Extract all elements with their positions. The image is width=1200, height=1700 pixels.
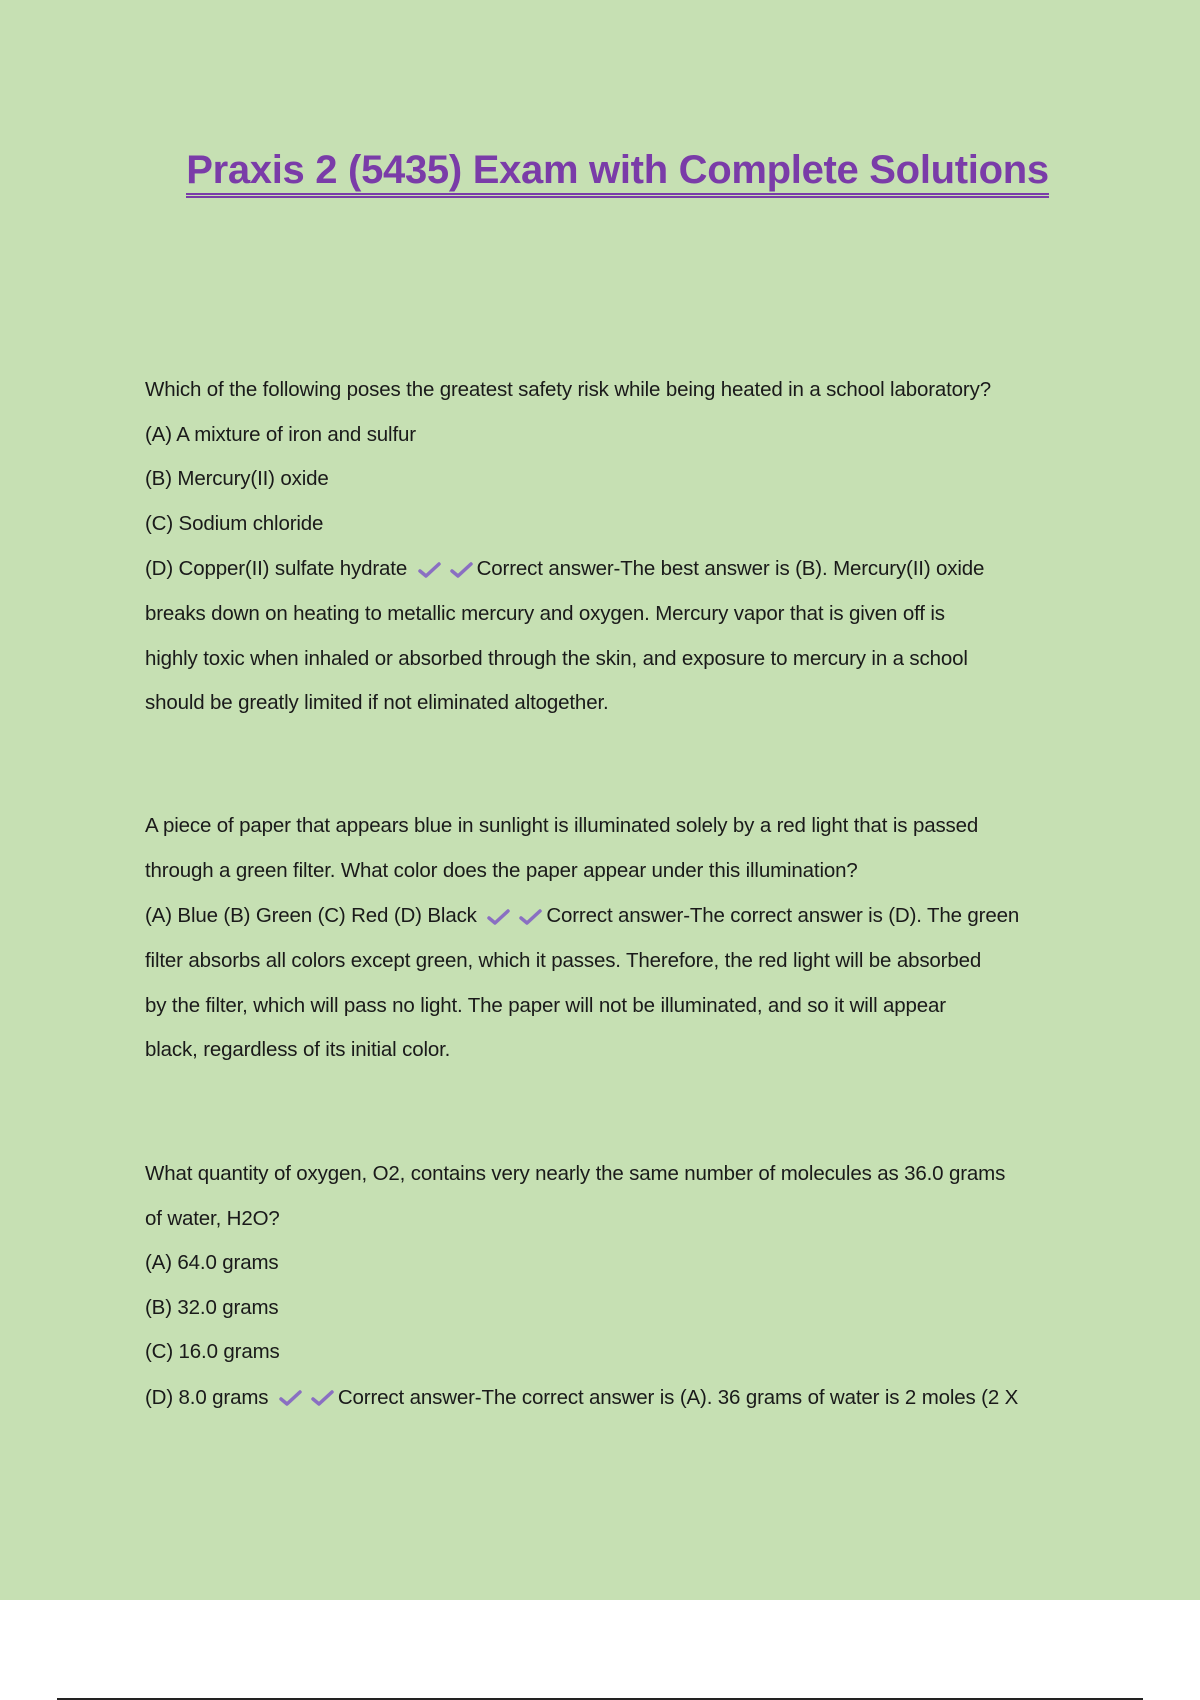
check-icon bbox=[449, 560, 475, 580]
explanation-line: highly toxic when inhaled or absorbed through the skin, and exposure to mercury in a school bbox=[145, 646, 968, 670]
question-block-1 bbox=[145, 368, 1095, 726]
question-text: of water, H2O? bbox=[145, 1206, 280, 1230]
option-d: (D) 8.0 grams bbox=[145, 1385, 269, 1409]
check-icon bbox=[310, 1388, 336, 1408]
question-text: A piece of paper that appears blue in sunlight is illuminated solely by a red light that is passed bbox=[145, 814, 979, 837]
question-text: Which of the following poses the greatest safety risk while being heated in a school laboratory? bbox=[145, 378, 991, 401]
answer-line bbox=[145, 546, 1095, 592]
page-title-text: Praxis 2 (5435) Exam with Complete Solutions bbox=[186, 148, 1049, 198]
explanation-line: breaks down on heating to metallic mercury and oxygen. Mercury vapor that is given off is bbox=[145, 602, 945, 625]
explanation-line: black, regardless of its initial color. bbox=[145, 1038, 451, 1061]
option-c: (C) Sodium chloride bbox=[145, 511, 324, 535]
option-a: (A) 64.0 grams bbox=[145, 1251, 279, 1274]
check-icon bbox=[486, 907, 512, 927]
explanation-line: should be greatly limited if not eliminated altogether. bbox=[145, 691, 609, 714]
explanation-line: filter absorbs all colors except green, which it passes. Therefore, the red light will be absorbed bbox=[145, 949, 982, 972]
option-c: (C) 16.0 grams bbox=[145, 1340, 280, 1363]
check-icon bbox=[518, 907, 544, 927]
option-a: (A) A mixture of iron and sulfur bbox=[145, 422, 416, 446]
question-text: through a green filter. What color does the paper appear under this illumination? bbox=[145, 858, 858, 882]
page-title bbox=[0, 148, 1200, 193]
question-block-3 bbox=[145, 1152, 1095, 1421]
option-b: (B) Mercury(II) oxide bbox=[145, 467, 329, 490]
question-text: What quantity of oxygen, O2, contains very nearly the same number of molecules as 36.0 grams bbox=[145, 1162, 1006, 1185]
question-block-2 bbox=[145, 804, 1095, 1073]
check-icon bbox=[417, 560, 443, 580]
check-icon bbox=[278, 1388, 304, 1408]
answer-line bbox=[145, 893, 1095, 939]
correct-answer-text: Correct answer-The correct answer is (D). The green bbox=[546, 904, 1020, 927]
correct-answer-text: Correct answer-The correct answer is (A). 36 grams of water is 2 moles (2 X bbox=[337, 1385, 1019, 1409]
option-b: (B) 32.0 grams bbox=[145, 1295, 279, 1319]
correct-answer-text: Correct answer-The best answer is (B). Mercury(II) oxide bbox=[476, 557, 985, 580]
answer-line bbox=[145, 1375, 1095, 1421]
option-d: (D) Copper(II) sulfate hydrate bbox=[145, 557, 408, 580]
explanation-line: by the filter, which will pass no light. The paper will not be illuminated, and so it will appear bbox=[145, 993, 946, 1017]
answer-options: (A) Blue (B) Green (C) Red (D) Black bbox=[145, 904, 477, 927]
